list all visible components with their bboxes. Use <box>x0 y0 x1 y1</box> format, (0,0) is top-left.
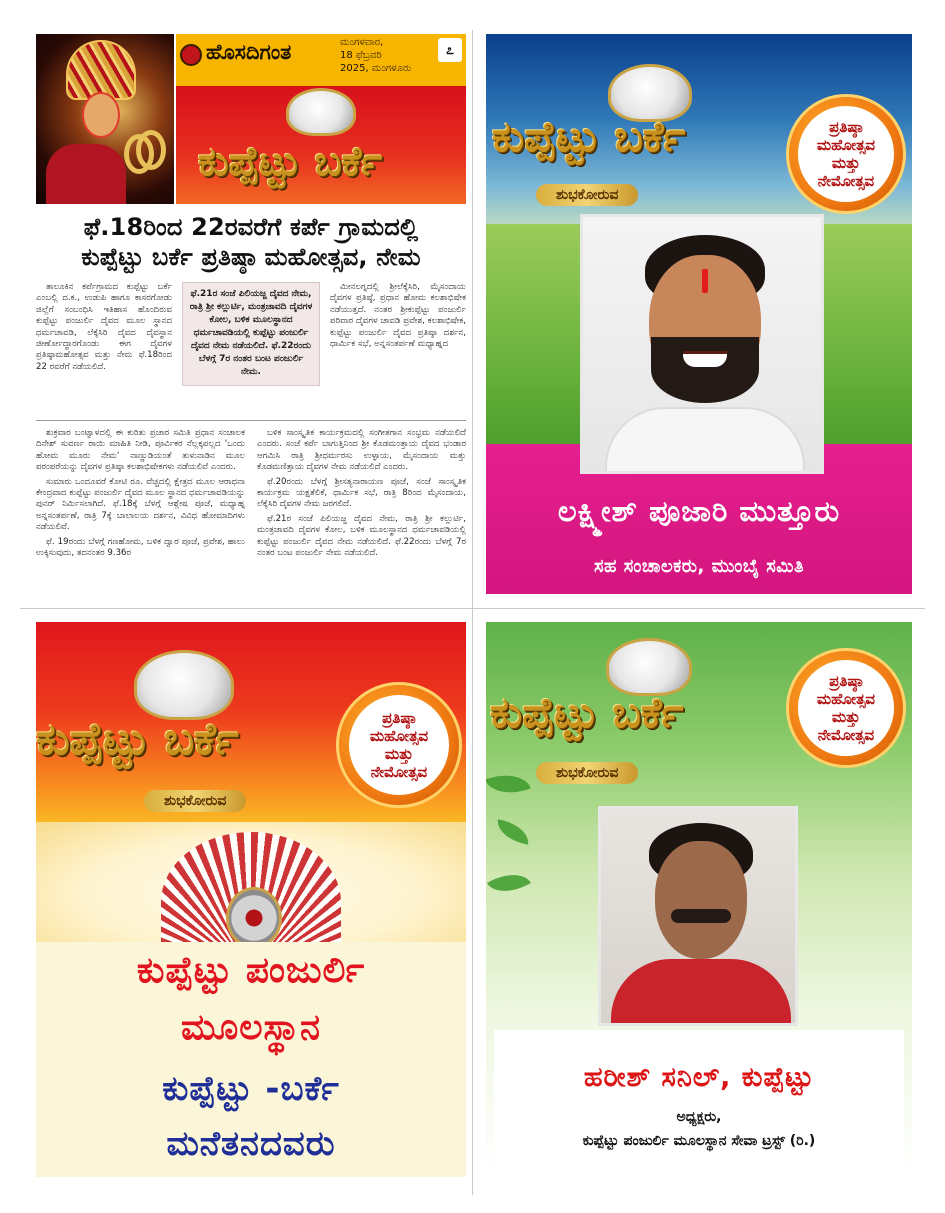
headline-line: ಫೆ.18ರಿಂದ 22ರವರೆಗೆ ಕರ್ಪೆ ಗ್ರಾಮದಲ್ಲಿ <box>83 213 419 241</box>
event-logo-text: ಕುಪ್ಪೆಟ್ಟು ಬರ್ಕೆ <box>490 688 684 737</box>
badge-line: ಮಹೋತ್ಸವ <box>816 689 876 708</box>
portrait-figure <box>583 217 824 474</box>
smile-shape <box>683 351 727 367</box>
article-paragraph: ಫೆ.21ರ ಸಂಜೆ ಪಿಲಿಯಜ್ಜ ದೈವದ ನೇಮ, ರಾತ್ರಿ ಶ್ರೀ ಕಲ್ಲುರ್ಟಿ, ಮಂತ್ರಜಾವದಿ ದೈವಗಳ ಕೋಲ, ಬಳಿಕ ಮೂಲಸ್ಥಾನದ ಧರ್ಮಚಾವಡಿಯಲ್ಲಿ ಕುಪ್ಪೆಟ್ಟು ಪಂಜುರ್ಲಿ ದೈವದ ನೇಮ ನಡೆಯಲಿದೆ. ಫೆ.22ರಂದು ಬೆಳಗ್ಗೆ 7ರ ನಂತರ ಬಂಟ ಪಂಜುರ್ಲಿ ನೇಮ ನಡೆಯಲಿದೆ. <box>257 513 466 559</box>
page-number: ೭ <box>438 38 462 62</box>
deity-emblem-area <box>36 822 466 942</box>
article-rule <box>36 420 466 421</box>
article-column <box>36 282 172 376</box>
festival-badge <box>786 94 906 214</box>
greeting-label: ಶುಭಕೋರುವ <box>536 762 638 784</box>
article-column <box>36 428 245 562</box>
greeting-ad-harish <box>486 622 912 1177</box>
portrait-photo <box>580 214 824 474</box>
newspaper-brand: ಹೊಸದಿಗಂತ <box>206 40 292 64</box>
headline-line: ಕುಪ್ಪೆಟ್ಟು ಬರ್ಕೆ ಪ್ರತಿಷ್ಠಾ ಮಹೋತ್ಸವ, ನೇಮ <box>81 243 421 271</box>
festival-badge <box>786 648 906 768</box>
greeting-label: ಶುಭಕೋರುವ <box>144 790 246 812</box>
face-shape <box>82 92 120 138</box>
ad-text-area <box>494 1030 904 1172</box>
badge-line: ನೇಮೋತ್ಸವ <box>817 725 875 744</box>
greeting-ad-lakshmeesh <box>486 34 912 594</box>
shirt-shape <box>605 407 805 474</box>
article-paragraph: ಫೆ.20ರಂದು ಬೆಳಗ್ಗೆ ಶ್ರೀಸತ್ಯನಾರಾಯಣ ಪೂಜೆ, ಸಂಜೆ ಸಾಂಸ್ಕೃತಿಕ ಕಾರ್ಯಕ್ರಮ ಯಕ್ಷತೆಲಿಕೆ, ಧಾರ್ಮಿಕ ಸಭೆ, ರಾತ್ರಿ 8ರಿಂದ ಮೈಸಂದಾಯ, ಲೆಕ್ಕೆಸಿರಿ ದೈವಗಳ ನೇಮ ಜರಗಲಿದೆ. <box>257 476 466 510</box>
newspaper-masthead <box>176 34 466 86</box>
article-paragraph: ತಾಲೂಕಿನ ಕರ್ಪೆಗ್ರಾಮದ ಕುಪ್ಪೆಟ್ಟು ಬರ್ಕೆ ಎಂಬಲ್ಲಿ ದ.ಕ., ಉಡುಪಿ ಹಾಗೂ ಕಾಸರಗೋಡು ಜಿಲ್ಲೆಗೆ ಸಂಬಂಧಿಸಿ ಇತಿಹಾಸ ಹೊಂದಿರುವ ಕುಪ್ಪೆಟ್ಟು ಪಂಜುರ್ಲಿ ದೈವದ ಮೂಲ ಸ್ಥಾನದ ಧರ್ಮಚಾವಡಿ, ಲೆಕ್ಕೆಸಿರಿ ದೈವದ ದೈವಸ್ಥಾನ ಜೀರ್ಣೋದ್ಧಾರಗೊಂಡು ಈಗ ದೈವಗಳ ಪ್ರತಿಷ್ಠಾಮಹೋತ್ಸವ ಮತ್ತು ನೇಮ ಫೆ.18ರಿಂದ 22 ರವರೆಗೆ ನಡೆಯಲಿದೆ. <box>36 282 172 372</box>
family-line: ಮೂಲಸ್ಥಾನ <box>180 1007 321 1048</box>
festival-badge-text <box>798 660 894 756</box>
family-line: ಕುಪ್ಪೆಟ್ಟು ಪಂಜುರ್ಲಿ <box>136 950 366 991</box>
greeting-ad-family <box>36 622 466 1177</box>
bangle-shape <box>136 130 166 170</box>
event-logo-text: ಕುಪ್ಪೆಟ್ಟು ಬರ್ಕೆ <box>36 714 239 765</box>
event-logo <box>486 34 796 184</box>
honoree-name: ಲಕ್ಷ್ಮೀಶ್ ಪೂಜಾರಿ ಮುತ್ತೂರು <box>557 494 841 528</box>
crown-shape <box>66 40 136 100</box>
event-logo-text: ಕುಪ್ಪೆಟ್ಟು ಬರ್ಕೆ <box>198 138 383 185</box>
article-body <box>36 282 466 604</box>
dome-emblem-icon <box>286 88 356 136</box>
badge-line: ಮತ್ತು <box>831 707 861 726</box>
honoree-role: ಅಧ್ಯಕ್ಷರು, <box>676 1109 722 1125</box>
article-column <box>330 282 466 353</box>
tilak-mark <box>702 269 708 293</box>
vertical-divider <box>472 30 473 1195</box>
article-paragraph: ಬಳಿಕ ಸಾಂಸ್ಕೃತಿಕ ಕಾರ್ಯಕ್ರಮದಲ್ಲಿ ಸಂಗೀತಗಾನ ಸಂಭ್ರಮ ನಡೆಯಲಿದೆ ಎಂದರು. ಸಂಜೆ ಕರ್ಪೆ ಬಾಗುತ್ತಿನಿಂದ ಶ್ರೀ ಕೊಡಮಂತ್ತಾಯ ದೈವದ ಭಂಡಾರ ಆಗಮಿಸಿ ರಾತ್ರಿ ಶ್ರೀಧರ್ಮರಸು ಉಳ್ಳಾಯ, ಮೈಸಂದಾಯ ಮತ್ತು ಕೊಡಮಣಿತ್ತಾಯ ದೈವಗಳ ನೇಮ ನಡೆಯಲಿದೆ ಎಂದರು. <box>257 428 466 473</box>
family-line: ಕುಪ್ಪೆಟ್ಟು -ಬರ್ಕೆ <box>162 1069 340 1109</box>
shirt-shape <box>611 959 791 1026</box>
article-headline <box>36 212 466 272</box>
newspaper-article-panel <box>36 34 466 604</box>
family-line: ಮನೆತನದವರು <box>166 1124 336 1164</box>
dateline <box>340 36 436 75</box>
badge-line: ನೇಮೋತ್ಸವ <box>370 762 428 781</box>
badge-line: ಮಹೋತ್ಸವ <box>369 726 429 745</box>
costume-shape <box>46 144 126 204</box>
badge-line: ಮಹೋತ್ಸವ <box>816 135 876 154</box>
article-paragraph: ಸುಮಾರು ಒಂದೂವರೆ ಕೋಟಿ ರೂ. ವೆಚ್ಚದಲ್ಲಿ ಕ್ಷೇತ್ರದ ಮೂಲ ಆರಾಧನಾ ಕೇಂದ್ರವಾದ ಕುಪ್ಪೆಟ್ಟು ಪಂಜುರ್ಲಿ ದೈವದ ಮೂಲ ಸ್ಥಾನದ ಧರ್ಮಚಾವಡಿಯನ್ನು ಪುನರ್ ನಿರ್ಮಿಸಲಾಗಿದೆ. ಫೆ.18ಕ್ಕೆ ಬೆಳಗ್ಗೆ ಆಶ್ಲೇಷ ಪೂಜೆ, ಮಧ್ಯಾಹ್ನ ಅನ್ನಸಂತರ್ಪಣೆ, ರಾತ್ರಿ 7ಕ್ಕೆ ಬಾಲಾಲಯ ದರ್ಶನ, ವಿವಿಧ ಹೋಮಾದಿಗಳು ನಡೆಯಲಿವೆ. <box>36 476 245 533</box>
event-logo <box>486 622 796 772</box>
article-highlight-box: ಫೆ.21ರ ಸಂಜೆ ಪಿಲಿಯಜ್ಜ ದೈವದ ನೇಮ, ರಾತ್ರಿ ಶ್ರೀ ಕಲ್ಲುರ್ಟಿ, ಮಂತ್ರಜಾವದಿ ದೈವಗಳ ಕೋಲ, ಬಳಿಕ ಮೂಲಸ್ಥಾನದ ಧರ್ಮಚಾವಡಿಯಲ್ಲಿ ಕುಪ್ಪೆಟ್ಟು ಪಂಜುರ್ಲಿ ದೈವದ ನೇಮ ನಡೆಯಲಿದೆ. ಫೆ.22ರಂದು ಬೆಳಗ್ಗೆ 7ರ ನಂತರ ಬಂಟ ಪಂಜುರ್ಲಿ ನೇಮ. <box>182 282 320 386</box>
dome-emblem-icon <box>134 650 234 720</box>
article-paragraph: ಮೀನಲಗ್ನದಲ್ಲಿ ಶ್ರೀಲೆಕ್ಕೆಸಿರಿ, ಮೈಸಂದಾಯ ದೈವಗಳ ಪ್ರತಿಷ್ಠೆ, ಪ್ರಧಾನ ಹೋಮ ಕಲಶಾಭಿಷೇಕ ನಡೆಯುತ್ತದೆ. ನಂತರ ಶ್ರೀಕುಪ್ಪೆಟ್ಟು ಪಂಜುರ್ಲಿ ಪರಿವಾರ ದೈವಗಳ ಚಾವಡಿ ಪ್ರವೇಶ, ಕಲಶಾಭಿಷೇಕ, ಕುಪ್ಪೆಟ್ಟು ಪಂಜುರ್ಲಿ ದೈವದ ಪ್ರತಿಷ್ಠಾ ದರ್ಶನ, ಧಾರ್ಮಿಕ ಸಭೆ, ಅನ್ನಸಂತರ್ಪಣೆ ಮಧ್ಯಾಹ್ನದ <box>330 282 466 350</box>
deity-emblem-icon <box>226 887 282 949</box>
festival-badge-text <box>798 106 894 202</box>
dateline-day: ಮಂಗಳವಾರ, <box>340 37 384 48</box>
event-logo-banner <box>176 86 466 204</box>
festival-badge-text <box>349 695 450 796</box>
head-shape <box>655 841 747 959</box>
portrait-photo <box>598 806 798 1026</box>
yakshagana-photo <box>36 34 174 204</box>
honoree-name: ಹರೀಶ್ ಸನಿಲ್, ಕುಪ್ಪೆಟ್ಟು <box>583 1062 815 1093</box>
badge-line: ಪ್ರತಿಷ್ಠಾ <box>829 117 863 136</box>
festival-badge <box>336 682 462 808</box>
moustache-shape <box>671 909 731 923</box>
article-column <box>257 428 466 562</box>
badge-line: ನೇಮೋತ್ಸವ <box>817 171 875 190</box>
dateline-year-city: 2025, ಮಂಗಳೂರು <box>340 63 412 74</box>
horizontal-divider <box>20 608 925 609</box>
event-logo-text: ಕುಪ್ಪೆಟ್ಟು ಬರ್ಕೆ <box>492 112 686 161</box>
newspaper-logo-icon <box>180 44 202 66</box>
beard-shape <box>651 337 759 403</box>
greeting-label: ಶುಭಕೋರುವ <box>536 184 638 206</box>
article-paragraph: ಫೆ. 19ರಂದು ಬೆಳಗ್ಗೆ ಗಣಹೋಮ, ಬಳಿಕ ದ್ವಾರ ಪೂಜೆ, ಪ್ರವೇಶ, ಹಾಲು ಉಕ್ಕಿಸುವುದು, ತದನಂತರ 9.36ರ <box>36 536 245 559</box>
article-paragraph: ಶುಕ್ರವಾರ ಬಂಟ್ವಾಳದಲ್ಲಿ ಈ ಕುರಿತು ಪ್ರಚಾರ ಸಮಿತಿ ಪ್ರಧಾನ ಸಂಚಾಲಕ ದಿನೇಶ್ ಸುವರ್ಣ ರಾಯಿ ಮಾಹಿತಿ ನೀಡಿ, ಪೂರ್ವಿಕರ ನೆಲ್ಲಕ್ಕಪಲ್ಲದ 'ಒಂದು ಹೋಮ ಮೂರು ನೇಮ' ನಾಣ್ಣುಡಿಯಂತೆ ತುಳುನಾಡಿನ ಮೂಲ ಪರಂಪರೆಯನ್ನು ದೈವಗಳ ಪ್ರತಿಷ್ಠಾ ಕಲಶಾಭಿಷೇಕಗಳು ನಡೆಯಲಿವೆ ಎಂದರು. <box>36 428 245 473</box>
event-logo <box>36 622 356 792</box>
event-logo <box>176 86 466 204</box>
badge-line: ಪ್ರತಿಷ್ಠಾ <box>829 671 863 690</box>
dateline-date: 18 ಫೆಬ್ರವರಿ <box>340 50 382 61</box>
portrait-figure <box>601 809 798 1026</box>
badge-line: ಮತ್ತು <box>384 744 414 763</box>
honoree-organization: ಕುಪ್ಪೆಟ್ಟು ಪಂಜುರ್ಲಿ ಮೂಲಸ್ಥಾನ ಸೇವಾ ಟ್ರಸ್ಟ್ (ರಿ.) <box>582 1133 816 1149</box>
badge-line: ಮತ್ತು <box>831 153 861 172</box>
badge-line: ಪ್ರತಿಷ್ಠಾ <box>382 708 416 727</box>
honoree-designation: ಸಹ ಸಂಚಾಲಕರು, ಮುಂಬೈ ಸಮಿತಿ <box>593 556 805 577</box>
